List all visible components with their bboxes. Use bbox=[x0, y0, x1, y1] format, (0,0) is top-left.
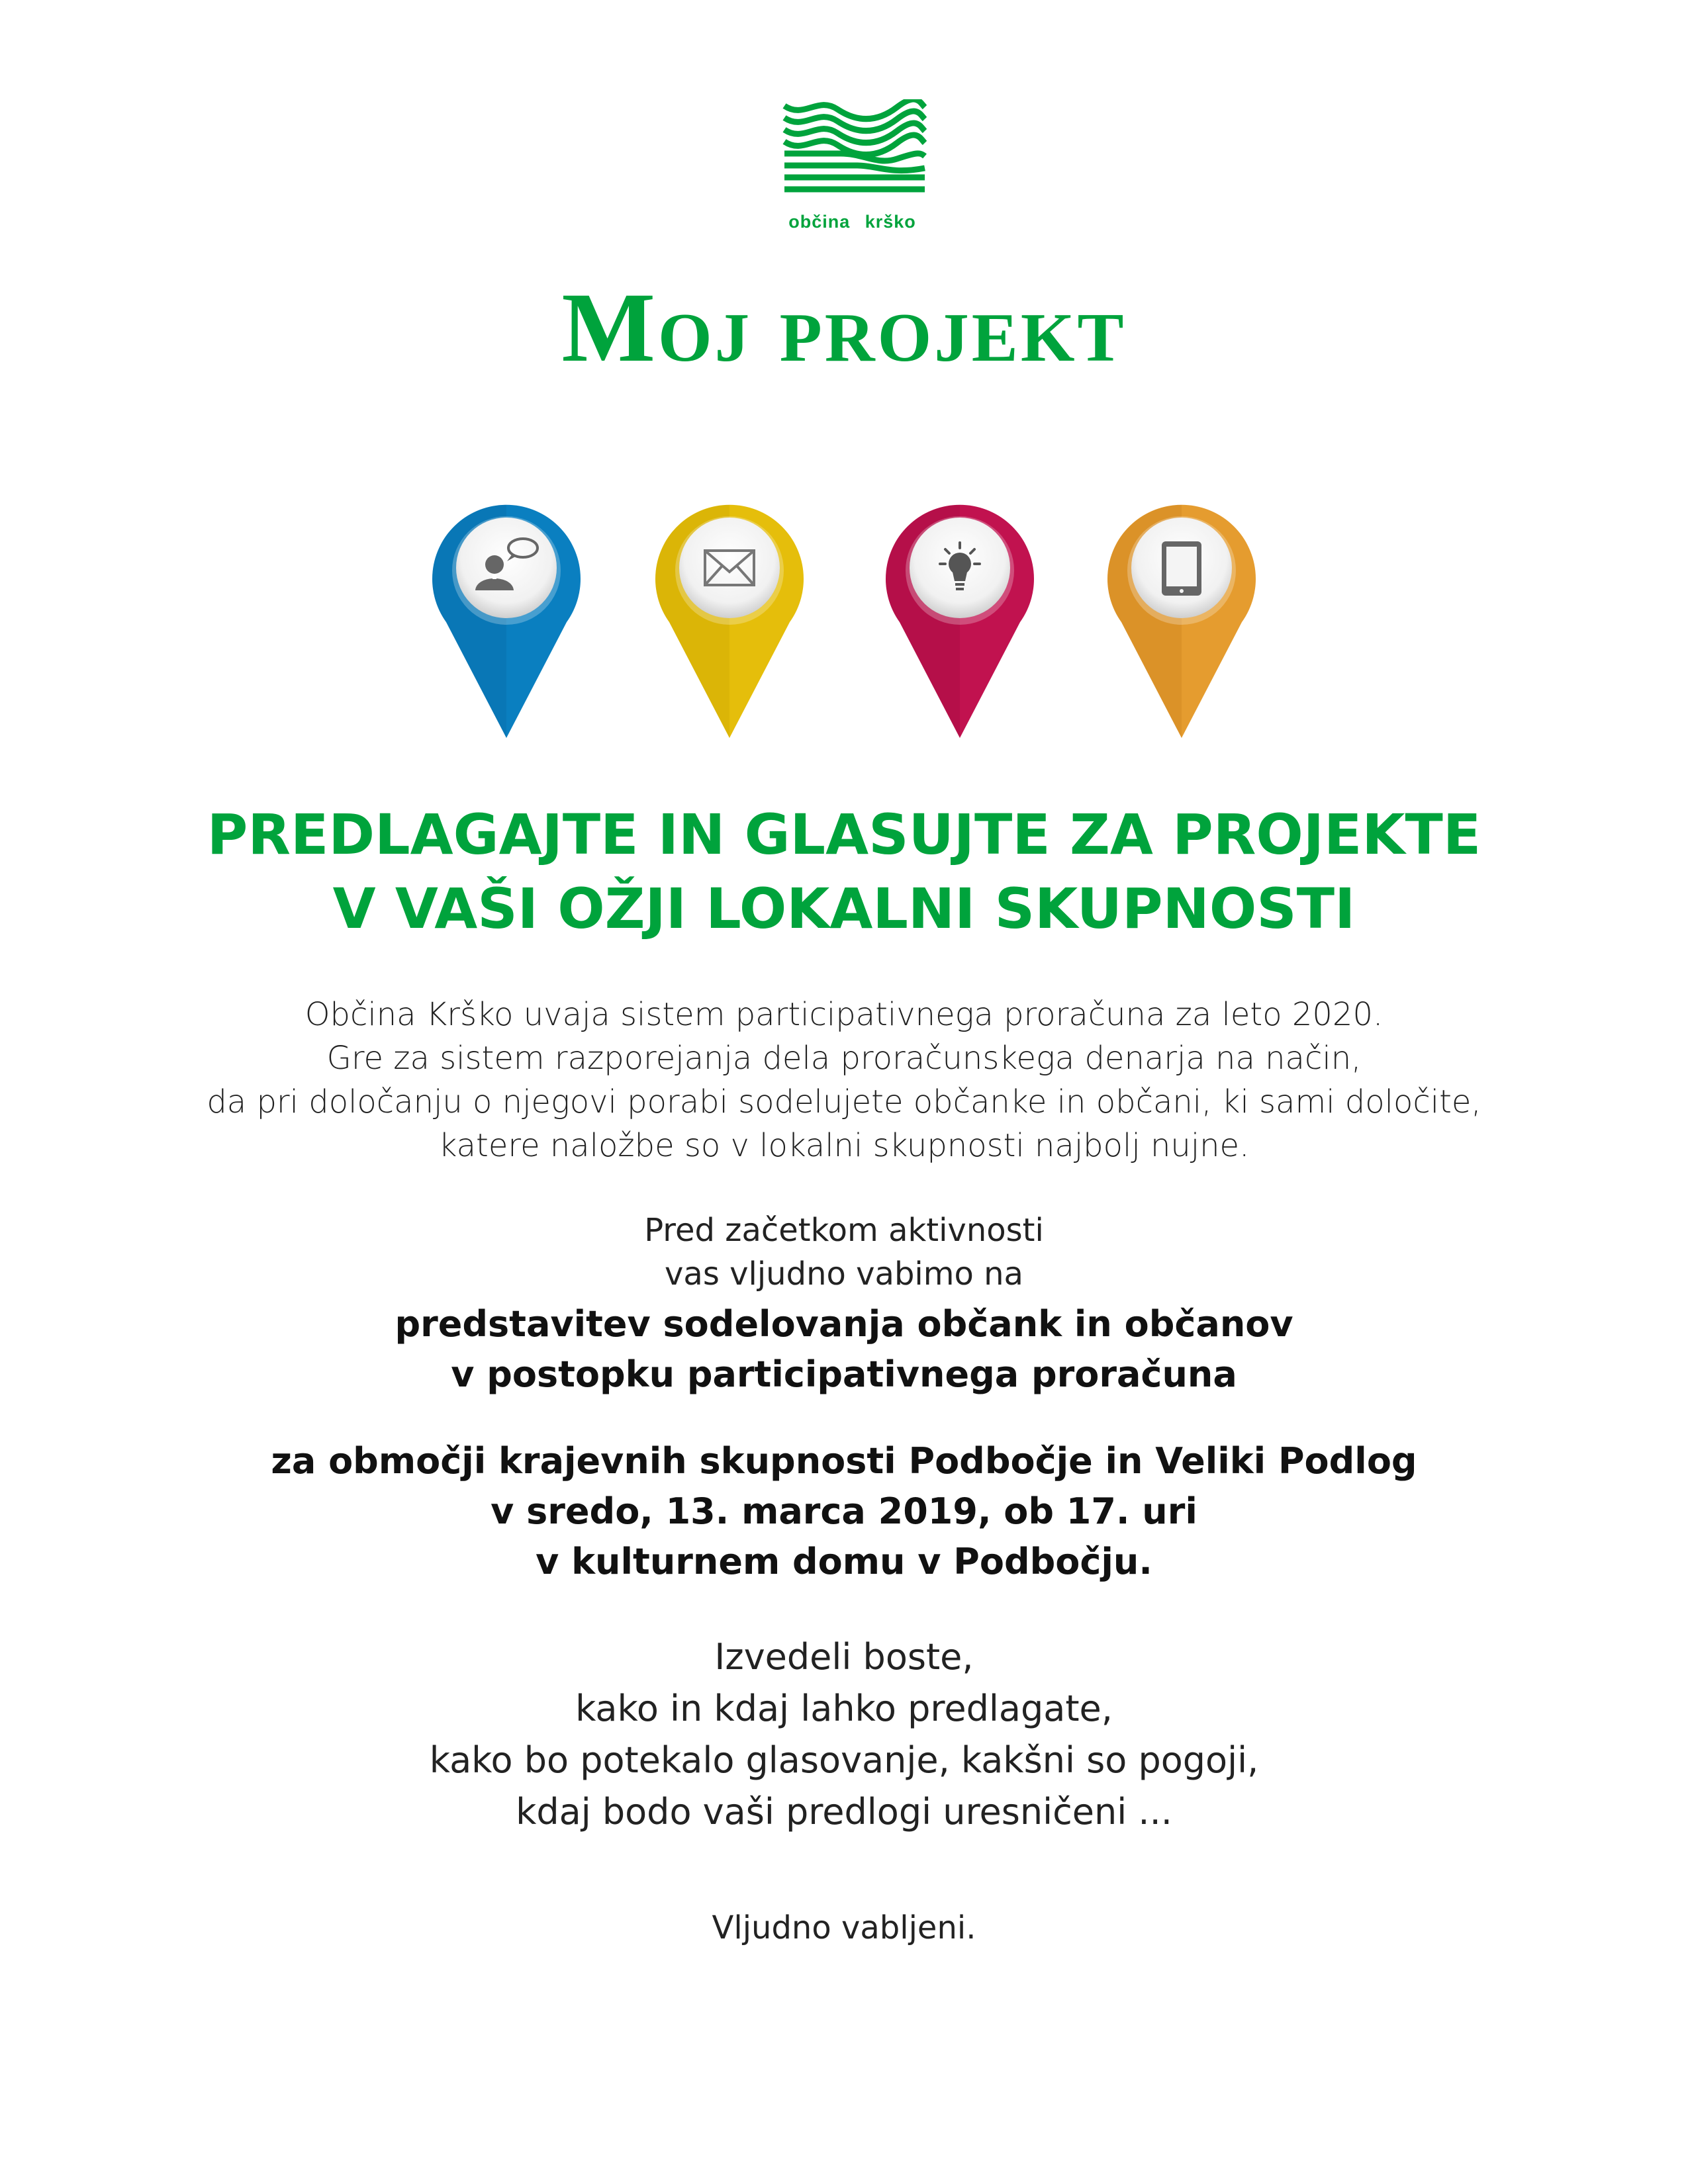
learn-line: kako bo potekalo glasovanje, kakšni so pogoji, bbox=[429, 1739, 1259, 1781]
municipality-logo bbox=[778, 99, 927, 238]
closing-text: Vljudno vabljeni. bbox=[712, 1909, 976, 1946]
invite-title bbox=[0, 1299, 1688, 1400]
invite-title-line: predstavitev sodelovanja občank in občanov bbox=[395, 1303, 1293, 1345]
event-line: v sredo, 13. marca 2019, ob 17. uri bbox=[491, 1490, 1197, 1532]
event-details bbox=[0, 1436, 1688, 1587]
intro-line: Gre za sistem razporejanja dela proračunskega denarja na način, bbox=[326, 1040, 1362, 1077]
intro-line: katere naložbe so v lokalni skupnosti najbolj nujne. bbox=[438, 1127, 1250, 1164]
pin-tablet bbox=[1099, 490, 1264, 741]
pin-icons-row bbox=[424, 490, 1271, 741]
invite-preface-line: Pred začetkom aktivnosti bbox=[644, 1212, 1044, 1249]
intro-line: Občina Krško uvaja sistem participativnega proračuna za leto 2020. bbox=[305, 996, 1383, 1033]
pin-lightbulb bbox=[877, 490, 1043, 741]
learn-line: Izvedeli boste, bbox=[714, 1636, 974, 1678]
pin-envelope bbox=[647, 490, 812, 741]
invite-preface bbox=[0, 1208, 1688, 1296]
event-line: za območji krajevnih skupnosti Podbočje in Veliki Podlog bbox=[271, 1440, 1417, 1482]
invite-preface-line: vas vljudno vabimo na bbox=[665, 1255, 1023, 1293]
headline bbox=[0, 797, 1688, 946]
event-line: v kulturnem domu v Podbočju. bbox=[536, 1541, 1152, 1582]
tablet-icon bbox=[1162, 541, 1201, 596]
learn-line: kako in kdaj lahko predlagate, bbox=[575, 1688, 1113, 1729]
learn-paragraph bbox=[0, 1631, 1688, 1838]
learn-line: kdaj bodo vaši predlogi uresničeni ... bbox=[516, 1791, 1172, 1833]
logo-text: občina krško bbox=[788, 212, 916, 232]
logo-icon bbox=[778, 99, 927, 199]
invite-title-line: v postopku participativnega proračuna bbox=[451, 1353, 1237, 1395]
headline-line-1: PREDLAGAJTE IN GLASUJTE ZA PROJEKTE bbox=[207, 802, 1481, 867]
headline-line-2: V VAŠI OŽJI LOKALNI SKUPNOSTI bbox=[332, 876, 1356, 941]
page-title: Moj projekt bbox=[561, 273, 1127, 383]
pin-person bbox=[424, 490, 589, 741]
intro-line: da pri določanju o njegovi porabi sodelujete občanke in občani, ki sami določite, bbox=[207, 1083, 1481, 1120]
intro-paragraph bbox=[0, 993, 1688, 1167]
